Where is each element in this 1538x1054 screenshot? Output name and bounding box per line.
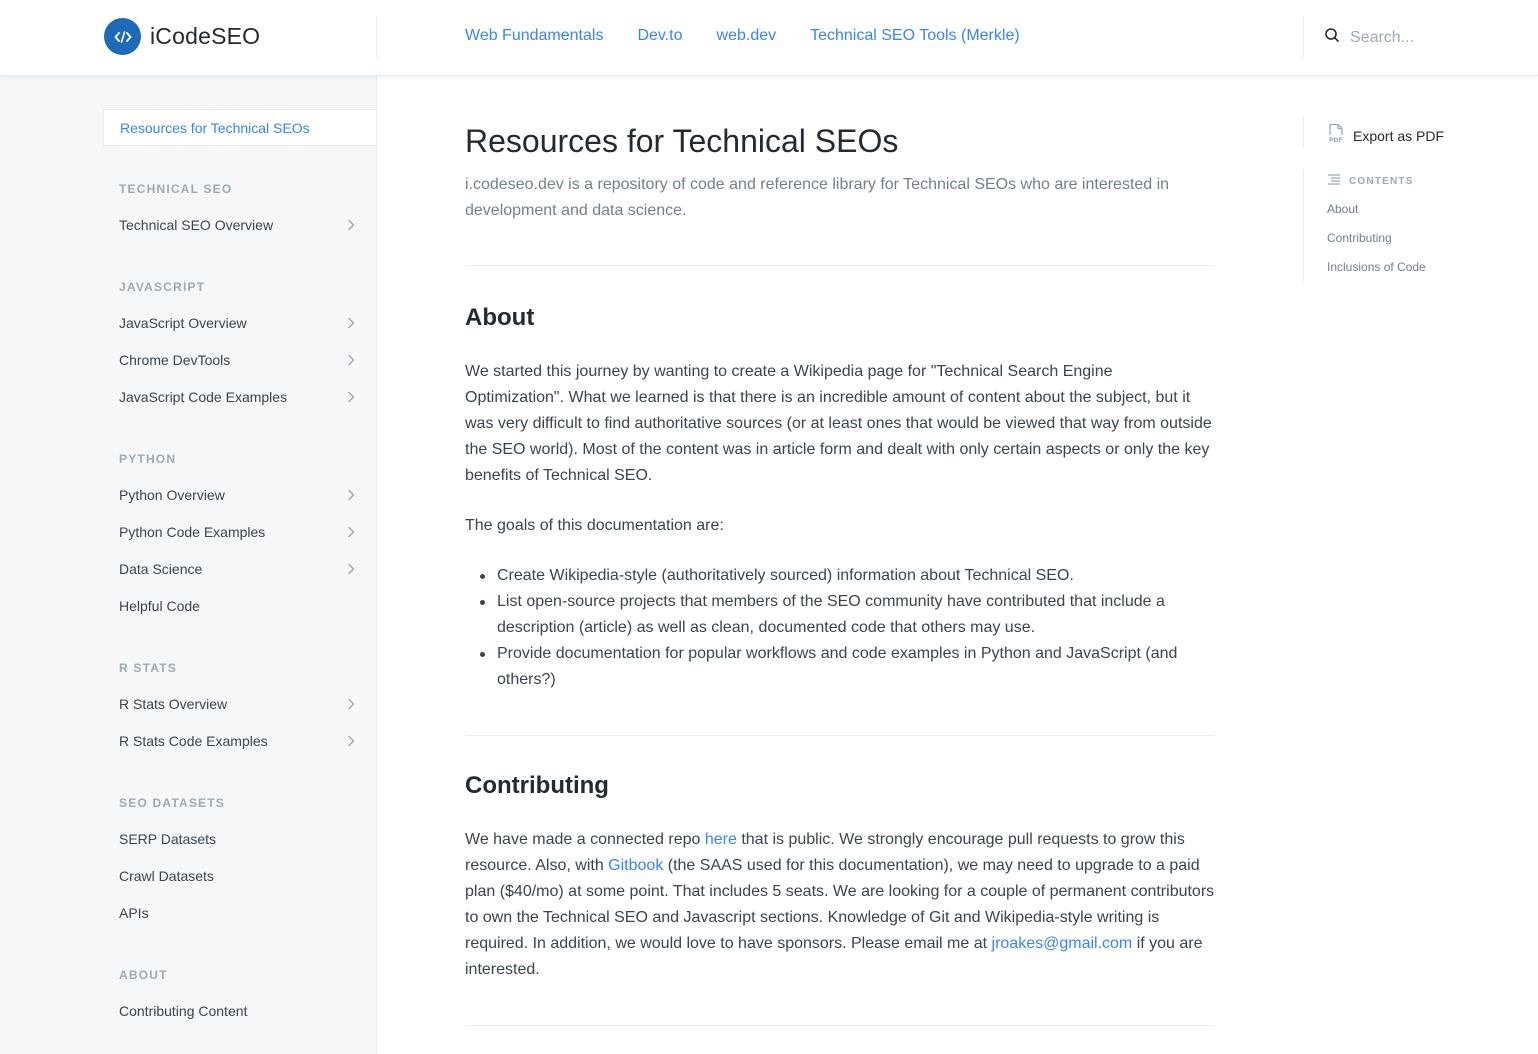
toc-link-contributing[interactable]: Contributing — [1327, 231, 1392, 245]
about-heading: About — [465, 304, 535, 331]
contents-label: CONTENTS — [1349, 175, 1414, 187]
chevron-right-icon[interactable] — [343, 696, 359, 712]
sidebar-item-r-stats-overview[interactable] — [103, 685, 359, 722]
sidebar-item-r-stats-code-examples[interactable] — [103, 722, 359, 759]
toc-link-about[interactable]: About — [1327, 202, 1359, 216]
sidebar-item-label: R Stats Code Examples — [119, 732, 268, 749]
chevron-right-icon[interactable] — [343, 561, 359, 577]
sidebar-item-apis[interactable] — [103, 894, 359, 931]
sidebar-item-label: Chrome DevTools — [119, 351, 231, 368]
sidebar-item-python-overview[interactable] — [103, 476, 359, 513]
chevron-right-icon[interactable] — [343, 389, 359, 405]
gitbook-link[interactable]: Gitbook — [608, 857, 664, 874]
sidebar-item-label: JavaScript Overview — [119, 314, 247, 331]
toc-border — [1303, 116, 1304, 148]
sidebar-item-chrome-devtools[interactable] — [103, 341, 359, 378]
divider — [465, 735, 1215, 736]
nav-link-web-fundamentals[interactable]: Web Fundamentals — [465, 27, 604, 44]
sidebar-item-helpful-code[interactable] — [103, 587, 359, 624]
list-item: List open-source projects that members of the SEO community have contributed that include a description (article) as well as clean, documented code that others may use. — [465, 589, 1215, 641]
page-title: Resources for Technical SEOs — [465, 123, 899, 159]
nav-link-webdev[interactable]: web.dev — [716, 27, 777, 44]
toc-link-inclusions-of-code[interactable]: Inclusions of Code — [1327, 260, 1426, 274]
divider — [465, 265, 1215, 266]
chevron-right-icon[interactable] — [343, 487, 359, 503]
sidebar-item-data-science[interactable] — [103, 550, 359, 587]
search-input[interactable] — [1350, 29, 1530, 47]
list-item: Create Wikipedia-style (authoritatively sourced) information about Technical SEO. — [465, 563, 1215, 589]
brand-logo-link[interactable] — [104, 18, 260, 55]
sidebar-item-label: SERP Datasets — [119, 830, 217, 847]
chevron-right-icon[interactable] — [343, 217, 359, 233]
contributing-text: that is public. We strongly encourage pull requests to grow this resource. Also, with — [465, 831, 1185, 874]
sidebar-section-title: R STATS — [119, 661, 177, 675]
sidebar-item-label: Data Science — [119, 560, 203, 577]
sidebar-item-crawl-datasets[interactable] — [103, 857, 359, 894]
search-box — [1324, 27, 1530, 48]
contributing-text: (the SAAS used for this documentation), we may need to upgrade to a paid plan ($40/mo) at some point. That includes 5 seats. We are looking for a couple of permanent contributors to own the Technical SEO and Javascript sections. Knowledge of Git and Wikipedia-style writing is required. In addition, we would love to have sponsors. Please email me at — [465, 857, 1215, 952]
list-item: Provide documentation for popular workflows and code examples in Python and JavaScript (and others?) — [465, 641, 1215, 693]
export-pdf-label: Export as PDF — [1353, 127, 1445, 144]
sidebar-item-label: APIs — [119, 904, 149, 921]
chevron-right-icon[interactable] — [343, 733, 359, 749]
brand-name: iCodeSEO — [150, 23, 261, 49]
sidebar-item-label: Python Overview — [119, 486, 225, 503]
sidebar-item-technical-seo-overview[interactable] — [103, 206, 359, 243]
sidebar-item-label: JavaScript Code Examples — [119, 388, 288, 405]
contributing-text: We have made a connected repo — [465, 831, 705, 848]
repo-link[interactable]: here — [704, 831, 737, 848]
contributing-paragraph — [465, 827, 1215, 983]
sidebar-section-title: SEO DATASETS — [119, 796, 225, 810]
top-nav — [465, 27, 1020, 45]
svg-text:PDF: PDF — [1329, 137, 1343, 143]
divider — [465, 1025, 1215, 1026]
sidebar-item-label: Helpful Code — [119, 597, 200, 614]
sidebar-item-label: Crawl Datasets — [119, 867, 214, 884]
search-icon[interactable] — [1324, 27, 1340, 48]
contents-header — [1327, 172, 1414, 190]
sidebar-item-serp-datasets[interactable] — [103, 820, 359, 857]
chevron-right-icon[interactable] — [343, 352, 359, 368]
sidebar-item-label: Contributing Content — [119, 1002, 248, 1019]
contributing-heading: Contributing — [465, 772, 609, 799]
sidebar-section-title: JAVASCRIPT — [119, 280, 206, 294]
sidebar — [0, 76, 377, 1054]
sidebar-item-javascript-overview[interactable] — [103, 304, 359, 341]
code-icon — [104, 18, 141, 55]
page-description: i.codeseo.dev is a repository of code and reference library for Technical SEOs who are interested in development and data science. — [465, 176, 1170, 219]
sidebar-item-label: Technical SEO Overview — [119, 216, 274, 233]
chevron-right-icon[interactable] — [343, 315, 359, 331]
sidebar-item-label: R Stats Overview — [119, 695, 228, 712]
header-divider — [1303, 17, 1304, 57]
nav-link-merkle-tools[interactable]: Technical SEO Tools (Merkle) — [810, 27, 1020, 44]
goals-intro: The goals of this documentation are: — [465, 517, 724, 534]
list-icon — [1327, 172, 1341, 190]
sidebar-item-resources[interactable]: Resources for Technical SEOs — [103, 109, 377, 146]
pdf-file-icon — [1327, 123, 1345, 148]
chevron-right-icon[interactable] — [343, 524, 359, 540]
toc-border — [1303, 170, 1304, 282]
sidebar-item-contributing-content[interactable] — [103, 992, 359, 1029]
nav-link-devto[interactable]: Dev.to — [637, 27, 683, 44]
sidebar-item-label: Python Code Examples — [119, 523, 266, 540]
sidebar-section-title: ABOUT — [119, 968, 168, 982]
header-divider — [376, 17, 377, 57]
sidebar-section-title: PYTHON — [119, 452, 177, 466]
goals-list — [465, 563, 1215, 693]
about-paragraph: We started this journey by wanting to create a Wikipedia page for "Technical Search Engine Optimization". What we learned is that there is an incredible amount of content about the subject, but it was very difficult to find authoritative sources (or at least ones that would be viewed that way from outside the SEO world). Most of the content was in article form and dealt with only certain aspects or only the key benefits of Technical SEO. — [465, 363, 1212, 484]
sidebar-section-title: TECHNICAL SEO — [119, 182, 233, 196]
top-header — [0, 0, 1538, 76]
email-link[interactable]: jroakes@gmail.com — [991, 935, 1133, 952]
export-pdf-button[interactable] — [1327, 123, 1444, 148]
contributing-text: if you are interested. — [465, 935, 1203, 978]
sidebar-item-python-code-examples[interactable] — [103, 513, 359, 550]
sidebar-item-javascript-code-examples[interactable] — [103, 378, 359, 415]
